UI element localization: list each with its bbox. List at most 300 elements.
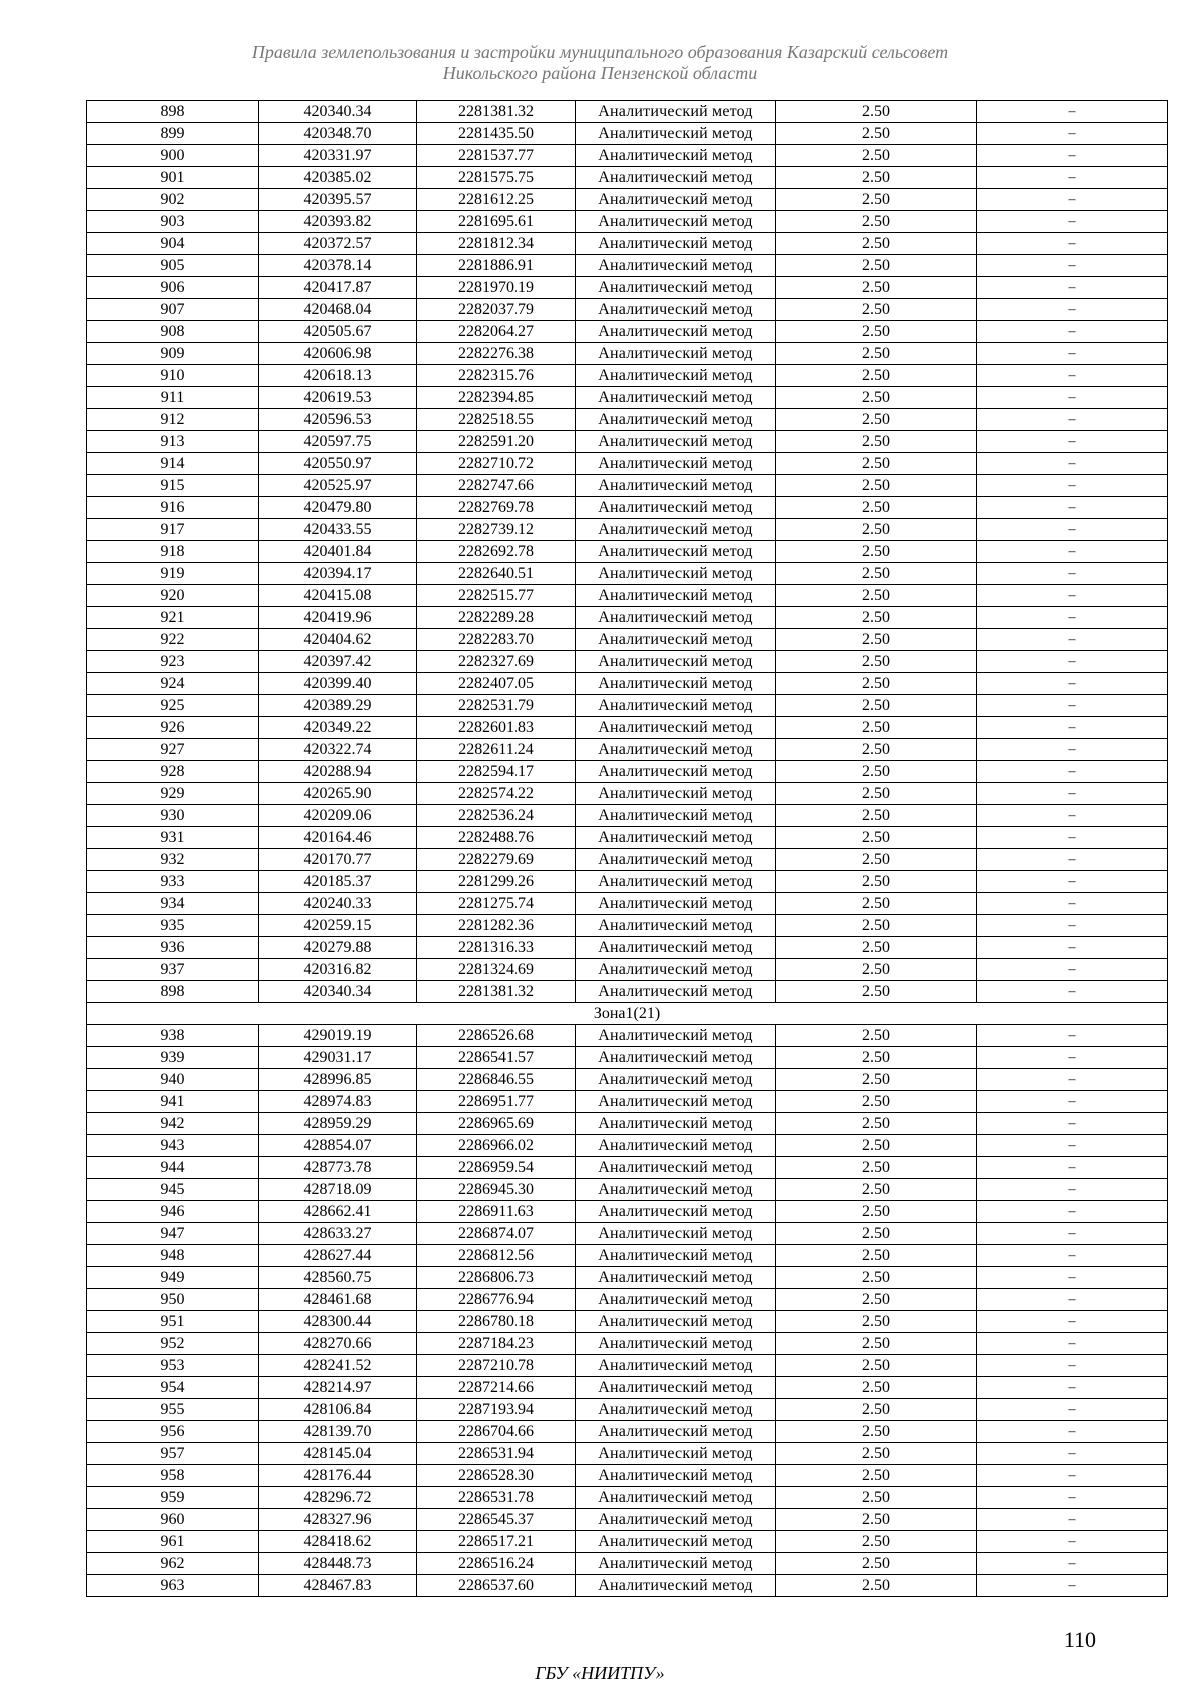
table-row: [87, 1311, 1168, 1333]
precision-cell: 2.50: [776, 541, 977, 563]
precision-cell: 2.50: [776, 1047, 977, 1069]
method-cell: Аналитический метод: [576, 1201, 776, 1223]
note-cell: –: [977, 1509, 1168, 1531]
note-cell: –: [977, 1245, 1168, 1267]
method-cell: Аналитический метод: [576, 805, 776, 827]
table-row: [87, 1443, 1168, 1465]
note-cell: –: [977, 1047, 1168, 1069]
note-cell: –: [977, 1091, 1168, 1113]
note-cell: –: [977, 1487, 1168, 1509]
precision-cell: 2.50: [776, 211, 977, 233]
page-footer: ГБУ «НИИТПУ»: [535, 1663, 665, 1683]
method-cell: Аналитический метод: [576, 475, 776, 497]
method-cell: Аналитический метод: [576, 101, 776, 123]
precision-cell: 2.50: [776, 739, 977, 761]
point-number-cell: 946: [87, 1201, 259, 1223]
point-number-cell: 928: [87, 761, 259, 783]
point-number-cell: 926: [87, 717, 259, 739]
table-row: [87, 695, 1168, 717]
note-cell: –: [977, 211, 1168, 233]
note-cell: –: [977, 409, 1168, 431]
method-cell: Аналитический метод: [576, 827, 776, 849]
y-coordinate-cell: 2282574.22: [417, 783, 576, 805]
y-coordinate-cell: 2286528.30: [417, 1465, 576, 1487]
note-cell: –: [977, 1355, 1168, 1377]
point-number-cell: 920: [87, 585, 259, 607]
y-coordinate-cell: 2282064.27: [417, 321, 576, 343]
method-cell: Аналитический метод: [576, 431, 776, 453]
header-line-2: Никольского района Пензенской области: [442, 63, 758, 83]
y-coordinate-cell: 2282488.76: [417, 827, 576, 849]
table-row: [87, 431, 1168, 453]
y-coordinate-cell: 2281316.33: [417, 937, 576, 959]
precision-cell: 2.50: [776, 497, 977, 519]
x-coordinate-cell: 420404.62: [259, 629, 417, 651]
point-number-cell: 919: [87, 563, 259, 585]
note-cell: –: [977, 101, 1168, 123]
table-row: [87, 1377, 1168, 1399]
x-coordinate-cell: 428176.44: [259, 1465, 417, 1487]
precision-cell: 2.50: [776, 717, 977, 739]
note-cell: –: [977, 431, 1168, 453]
y-coordinate-cell: 2281612.25: [417, 189, 576, 211]
y-coordinate-cell: 2282710.72: [417, 453, 576, 475]
method-cell: Аналитический метод: [576, 1091, 776, 1113]
precision-cell: 2.50: [776, 409, 977, 431]
x-coordinate-cell: 420259.15: [259, 915, 417, 937]
point-number-cell: 935: [87, 915, 259, 937]
precision-cell: 2.50: [776, 167, 977, 189]
point-number-cell: 937: [87, 959, 259, 981]
x-coordinate-cell: 420185.37: [259, 871, 417, 893]
point-number-cell: 901: [87, 167, 259, 189]
note-cell: –: [977, 255, 1168, 277]
point-number-cell: 941: [87, 1091, 259, 1113]
note-cell: –: [977, 299, 1168, 321]
precision-cell: 2.50: [776, 585, 977, 607]
y-coordinate-cell: 2281381.32: [417, 981, 576, 1003]
table-row: [87, 519, 1168, 541]
note-cell: –: [977, 651, 1168, 673]
note-cell: –: [977, 1113, 1168, 1135]
note-cell: –: [977, 1553, 1168, 1575]
x-coordinate-cell: 420331.97: [259, 145, 417, 167]
x-coordinate-cell: 420265.90: [259, 783, 417, 805]
y-coordinate-cell: 2287210.78: [417, 1355, 576, 1377]
y-coordinate-cell: 2286531.78: [417, 1487, 576, 1509]
y-coordinate-cell: 2282315.76: [417, 365, 576, 387]
x-coordinate-cell: 428296.72: [259, 1487, 417, 1509]
table-row: [87, 1223, 1168, 1245]
table-row: [87, 343, 1168, 365]
table-row: [87, 123, 1168, 145]
x-coordinate-cell: 420385.02: [259, 167, 417, 189]
table-row: [87, 761, 1168, 783]
note-cell: –: [977, 1289, 1168, 1311]
note-cell: –: [977, 783, 1168, 805]
table-row: [87, 541, 1168, 563]
point-number-cell: 898: [87, 101, 259, 123]
note-cell: –: [977, 145, 1168, 167]
x-coordinate-cell: 420596.53: [259, 409, 417, 431]
x-coordinate-cell: 428241.52: [259, 1355, 417, 1377]
table-row: [87, 871, 1168, 893]
point-number-cell: 945: [87, 1179, 259, 1201]
method-cell: Аналитический метод: [576, 123, 776, 145]
x-coordinate-cell: 429019.19: [259, 1025, 417, 1047]
precision-cell: 2.50: [776, 827, 977, 849]
precision-cell: 2.50: [776, 981, 977, 1003]
table-row: [87, 255, 1168, 277]
note-cell: –: [977, 915, 1168, 937]
point-number-cell: 911: [87, 387, 259, 409]
x-coordinate-cell: 428662.41: [259, 1201, 417, 1223]
note-cell: –: [977, 1201, 1168, 1223]
y-coordinate-cell: 2286526.68: [417, 1025, 576, 1047]
y-coordinate-cell: 2286537.60: [417, 1575, 576, 1597]
method-cell: Аналитический метод: [576, 453, 776, 475]
point-number-cell: 898: [87, 981, 259, 1003]
point-number-cell: 909: [87, 343, 259, 365]
table-row: [87, 585, 1168, 607]
table-row: [87, 1069, 1168, 1091]
method-cell: Аналитический метод: [576, 959, 776, 981]
point-number-cell: 918: [87, 541, 259, 563]
y-coordinate-cell: 2282601.83: [417, 717, 576, 739]
note-cell: –: [977, 717, 1168, 739]
note-cell: –: [977, 805, 1168, 827]
y-coordinate-cell: 2282037.79: [417, 299, 576, 321]
table-row: [87, 607, 1168, 629]
precision-cell: 2.50: [776, 849, 977, 871]
table-row: [87, 1421, 1168, 1443]
precision-cell: 2.50: [776, 321, 977, 343]
point-number-cell: 962: [87, 1553, 259, 1575]
x-coordinate-cell: 420417.87: [259, 277, 417, 299]
x-coordinate-cell: 420170.77: [259, 849, 417, 871]
x-coordinate-cell: 420348.70: [259, 123, 417, 145]
precision-cell: 2.50: [776, 233, 977, 255]
point-number-cell: 921: [87, 607, 259, 629]
table-row: [87, 629, 1168, 651]
precision-cell: 2.50: [776, 387, 977, 409]
x-coordinate-cell: 420618.13: [259, 365, 417, 387]
y-coordinate-cell: 2282394.85: [417, 387, 576, 409]
x-coordinate-cell: 420393.82: [259, 211, 417, 233]
table-row: [87, 299, 1168, 321]
method-cell: Аналитический метод: [576, 981, 776, 1003]
y-coordinate-cell: 2282289.28: [417, 607, 576, 629]
table-row: [87, 365, 1168, 387]
method-cell: Аналитический метод: [576, 1025, 776, 1047]
y-coordinate-cell: 2281435.50: [417, 123, 576, 145]
method-cell: Аналитический метод: [576, 761, 776, 783]
point-number-cell: 949: [87, 1267, 259, 1289]
precision-cell: 2.50: [776, 1223, 977, 1245]
method-cell: Аналитический метод: [576, 915, 776, 937]
x-coordinate-cell: 420399.40: [259, 673, 417, 695]
y-coordinate-cell: 2282518.55: [417, 409, 576, 431]
y-coordinate-cell: 2282531.79: [417, 695, 576, 717]
method-cell: Аналитический метод: [576, 1355, 776, 1377]
table-row: [87, 167, 1168, 189]
table-row: [87, 1465, 1168, 1487]
y-coordinate-cell: 2286780.18: [417, 1311, 576, 1333]
point-number-cell: 915: [87, 475, 259, 497]
point-number-cell: 914: [87, 453, 259, 475]
table-row: [87, 1135, 1168, 1157]
precision-cell: 2.50: [776, 1355, 977, 1377]
x-coordinate-cell: 420164.46: [259, 827, 417, 849]
point-number-cell: 899: [87, 123, 259, 145]
x-coordinate-cell: 428974.83: [259, 1091, 417, 1113]
y-coordinate-cell: 2282692.78: [417, 541, 576, 563]
table-row: [87, 1509, 1168, 1531]
precision-cell: 2.50: [776, 893, 977, 915]
x-coordinate-cell: 420468.04: [259, 299, 417, 321]
x-coordinate-cell: 420606.98: [259, 343, 417, 365]
y-coordinate-cell: 2282739.12: [417, 519, 576, 541]
method-cell: Аналитический метод: [576, 607, 776, 629]
note-cell: –: [977, 519, 1168, 541]
method-cell: Аналитический метод: [576, 783, 776, 805]
point-number-cell: 955: [87, 1399, 259, 1421]
point-number-cell: 936: [87, 937, 259, 959]
y-coordinate-cell: 2287214.66: [417, 1377, 576, 1399]
y-coordinate-cell: 2282279.69: [417, 849, 576, 871]
x-coordinate-cell: 428959.29: [259, 1113, 417, 1135]
x-coordinate-cell: 428214.97: [259, 1377, 417, 1399]
precision-cell: 2.50: [776, 673, 977, 695]
note-cell: –: [977, 871, 1168, 893]
method-cell: Аналитический метод: [576, 871, 776, 893]
y-coordinate-cell: 2286531.94: [417, 1443, 576, 1465]
point-number-cell: 938: [87, 1025, 259, 1047]
point-number-cell: 960: [87, 1509, 259, 1531]
note-cell: –: [977, 1421, 1168, 1443]
table-row: [87, 1157, 1168, 1179]
table-row: [87, 475, 1168, 497]
method-cell: Аналитический метод: [576, 189, 776, 211]
point-number-cell: 951: [87, 1311, 259, 1333]
point-number-cell: 957: [87, 1443, 259, 1465]
x-coordinate-cell: 420316.82: [259, 959, 417, 981]
x-coordinate-cell: 428270.66: [259, 1333, 417, 1355]
point-number-cell: 930: [87, 805, 259, 827]
point-number-cell: 907: [87, 299, 259, 321]
x-coordinate-cell: 428145.04: [259, 1443, 417, 1465]
precision-cell: 2.50: [776, 761, 977, 783]
point-number-cell: 956: [87, 1421, 259, 1443]
x-coordinate-cell: 428633.27: [259, 1223, 417, 1245]
table-row: [87, 915, 1168, 937]
note-cell: –: [977, 321, 1168, 343]
table-row: [87, 409, 1168, 431]
coordinates-table: [86, 100, 1168, 1597]
point-number-cell: 900: [87, 145, 259, 167]
x-coordinate-cell: 428106.84: [259, 1399, 417, 1421]
method-cell: Аналитический метод: [576, 1509, 776, 1531]
y-coordinate-cell: 2286516.24: [417, 1553, 576, 1575]
x-coordinate-cell: 420240.33: [259, 893, 417, 915]
precision-cell: 2.50: [776, 343, 977, 365]
precision-cell: 2.50: [776, 101, 977, 123]
table-row: [87, 937, 1168, 959]
y-coordinate-cell: 2286704.66: [417, 1421, 576, 1443]
note-cell: –: [977, 1465, 1168, 1487]
precision-cell: 2.50: [776, 695, 977, 717]
method-cell: Аналитический метод: [576, 541, 776, 563]
precision-cell: 2.50: [776, 365, 977, 387]
point-number-cell: 933: [87, 871, 259, 893]
x-coordinate-cell: 428327.96: [259, 1509, 417, 1531]
table-row: [87, 1399, 1168, 1421]
method-cell: Аналитический метод: [576, 519, 776, 541]
y-coordinate-cell: 2286965.69: [417, 1113, 576, 1135]
y-coordinate-cell: 2282769.78: [417, 497, 576, 519]
table-row: [87, 453, 1168, 475]
table-row: [87, 1575, 1168, 1597]
point-number-cell: 953: [87, 1355, 259, 1377]
x-coordinate-cell: 428996.85: [259, 1069, 417, 1091]
method-cell: Аналитический метод: [576, 277, 776, 299]
table-row: [87, 651, 1168, 673]
table-row: [87, 145, 1168, 167]
table-row: [87, 321, 1168, 343]
y-coordinate-cell: 2282591.20: [417, 431, 576, 453]
note-cell: –: [977, 541, 1168, 563]
note-cell: –: [977, 475, 1168, 497]
table-row: [87, 893, 1168, 915]
y-coordinate-cell: 2281695.61: [417, 211, 576, 233]
precision-cell: 2.50: [776, 1201, 977, 1223]
method-cell: Аналитический метод: [576, 255, 776, 277]
table-row: [87, 1553, 1168, 1575]
precision-cell: 2.50: [776, 915, 977, 937]
note-cell: –: [977, 893, 1168, 915]
note-cell: –: [977, 453, 1168, 475]
y-coordinate-cell: 2286846.55: [417, 1069, 576, 1091]
method-cell: Аналитический метод: [576, 233, 776, 255]
y-coordinate-cell: 2281299.26: [417, 871, 576, 893]
method-cell: Аналитический метод: [576, 585, 776, 607]
zone-header-row: [87, 1003, 1168, 1025]
point-number-cell: 908: [87, 321, 259, 343]
y-coordinate-cell: 2282611.24: [417, 739, 576, 761]
x-coordinate-cell: 428718.09: [259, 1179, 417, 1201]
precision-cell: 2.50: [776, 1135, 977, 1157]
method-cell: Аналитический метод: [576, 365, 776, 387]
y-coordinate-cell: 2286812.56: [417, 1245, 576, 1267]
point-number-cell: 931: [87, 827, 259, 849]
note-cell: –: [977, 343, 1168, 365]
method-cell: Аналитический метод: [576, 849, 776, 871]
x-coordinate-cell: 429031.17: [259, 1047, 417, 1069]
precision-cell: 2.50: [776, 1157, 977, 1179]
y-coordinate-cell: 2281275.74: [417, 893, 576, 915]
table-row: [87, 277, 1168, 299]
point-number-cell: 924: [87, 673, 259, 695]
point-number-cell: 922: [87, 629, 259, 651]
x-coordinate-cell: 420395.57: [259, 189, 417, 211]
precision-cell: 2.50: [776, 453, 977, 475]
x-coordinate-cell: 428461.68: [259, 1289, 417, 1311]
table-row: [87, 497, 1168, 519]
table-row: [87, 959, 1168, 981]
point-number-cell: 902: [87, 189, 259, 211]
method-cell: Аналитический метод: [576, 1487, 776, 1509]
note-cell: –: [977, 387, 1168, 409]
point-number-cell: 959: [87, 1487, 259, 1509]
method-cell: Аналитический метод: [576, 1399, 776, 1421]
method-cell: Аналитический метод: [576, 1179, 776, 1201]
note-cell: –: [977, 937, 1168, 959]
table-row: [87, 1333, 1168, 1355]
precision-cell: 2.50: [776, 607, 977, 629]
point-number-cell: 925: [87, 695, 259, 717]
zone-label: Зона1(21): [87, 1003, 1168, 1025]
point-number-cell: 963: [87, 1575, 259, 1597]
point-number-cell: 943: [87, 1135, 259, 1157]
point-number-cell: 939: [87, 1047, 259, 1069]
precision-cell: 2.50: [776, 563, 977, 585]
table-row: [87, 563, 1168, 585]
note-cell: –: [977, 849, 1168, 871]
table-row: [87, 1245, 1168, 1267]
x-coordinate-cell: 420550.97: [259, 453, 417, 475]
x-coordinate-cell: 428448.73: [259, 1553, 417, 1575]
precision-cell: 2.50: [776, 959, 977, 981]
note-cell: –: [977, 585, 1168, 607]
point-number-cell: 961: [87, 1531, 259, 1553]
table-row: [87, 1047, 1168, 1069]
y-coordinate-cell: 2286806.73: [417, 1267, 576, 1289]
x-coordinate-cell: 420340.34: [259, 101, 417, 123]
table-row: [87, 1355, 1168, 1377]
note-cell: –: [977, 1333, 1168, 1355]
x-coordinate-cell: 420479.80: [259, 497, 417, 519]
y-coordinate-cell: 2286545.37: [417, 1509, 576, 1531]
method-cell: Аналитический метод: [576, 1245, 776, 1267]
point-number-cell: 934: [87, 893, 259, 915]
note-cell: –: [977, 1575, 1168, 1597]
precision-cell: 2.50: [776, 1575, 977, 1597]
method-cell: Аналитический метод: [576, 563, 776, 585]
table-row: [87, 211, 1168, 233]
y-coordinate-cell: 2287193.94: [417, 1399, 576, 1421]
method-cell: Аналитический метод: [576, 739, 776, 761]
note-cell: –: [977, 1223, 1168, 1245]
precision-cell: 2.50: [776, 1091, 977, 1113]
method-cell: Аналитический метод: [576, 343, 776, 365]
precision-cell: 2.50: [776, 805, 977, 827]
point-number-cell: 948: [87, 1245, 259, 1267]
note-cell: –: [977, 1311, 1168, 1333]
note-cell: –: [977, 1531, 1168, 1553]
method-cell: Аналитический метод: [576, 651, 776, 673]
y-coordinate-cell: 2286959.54: [417, 1157, 576, 1179]
table-row: [87, 1267, 1168, 1289]
y-coordinate-cell: 2282640.51: [417, 563, 576, 585]
method-cell: Аналитический метод: [576, 695, 776, 717]
table-row: [87, 1179, 1168, 1201]
y-coordinate-cell: 2286776.94: [417, 1289, 576, 1311]
method-cell: Аналитический метод: [576, 1113, 776, 1135]
y-coordinate-cell: 2286517.21: [417, 1531, 576, 1553]
x-coordinate-cell: 428560.75: [259, 1267, 417, 1289]
table-row: [87, 101, 1168, 123]
note-cell: –: [977, 167, 1168, 189]
